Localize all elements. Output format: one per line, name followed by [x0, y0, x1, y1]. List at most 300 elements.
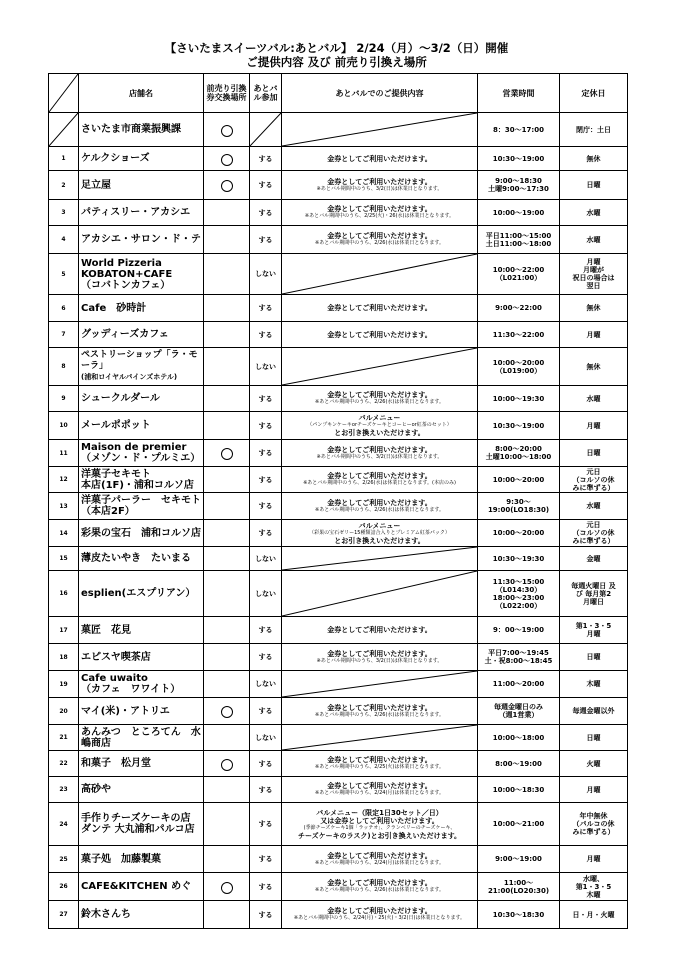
shop-table	[48, 73, 628, 929]
closed-day	[560, 412, 628, 440]
opening-hours	[478, 617, 560, 644]
table-row	[49, 412, 628, 440]
offer-line: ※あとバル期間中のうち、2/26(水)は休業日となります。	[315, 240, 444, 246]
opening-hours	[478, 467, 560, 493]
hours-line: 10:00～19:30	[492, 394, 545, 403]
shop-name-line: 本店(1F)・浦和コルソ店	[81, 479, 194, 491]
hours-line: 9:30～	[506, 498, 531, 506]
offer-line: ※あとバル期間中のうち、2/26(水)は休業日となります。(本店のみ)	[303, 480, 456, 486]
offer-line: ※あとバル期間中のうち、2/25(火)は休業日となります。	[315, 764, 444, 770]
opening-hours	[478, 547, 560, 571]
row-number: 26	[49, 873, 79, 901]
header-hours: 営業時間	[478, 74, 560, 113]
voucher-cell	[204, 751, 250, 777]
opening-hours	[478, 386, 560, 412]
hours-line: 10:00～19:00	[492, 208, 545, 217]
hours-line: 土日11:00～18:00	[485, 239, 552, 248]
offer-content	[282, 901, 478, 929]
offer-line: ※あとバル期間中のうち、2/26(水)は休業日となります。	[315, 887, 444, 893]
shop-name-line: Cafe uwaito	[81, 673, 148, 684]
closed-day	[560, 322, 628, 348]
shop-name	[79, 412, 204, 440]
join-status: しない	[250, 348, 282, 386]
header-join: あとバル参加	[250, 74, 282, 113]
shop-name-line: 洋菓子セキモト	[81, 468, 151, 480]
diagonal-line	[282, 725, 477, 750]
shop-name-line: ダンテ 大丸浦和パルコ店	[81, 824, 195, 835]
shop-name	[79, 901, 204, 929]
header-voucher: 前売り引換券交換場所	[204, 74, 250, 113]
offer-line: 金券としてご利用いただけます。	[327, 649, 432, 658]
voucher-cell	[204, 617, 250, 644]
voucher-cell	[204, 200, 250, 226]
row-number: 19	[49, 671, 79, 698]
offer-line: 金券としてご利用いただけます。	[327, 445, 432, 454]
closed-day	[560, 644, 628, 671]
diagonal-line	[282, 547, 477, 570]
row-number: 3	[49, 200, 79, 226]
hours-line: 11:00～20:00	[492, 680, 545, 688]
holiday-line: 日曜	[586, 449, 601, 457]
closed-day	[560, 254, 628, 295]
row-number: 15	[49, 547, 79, 571]
voucher-cell	[204, 725, 250, 751]
shop-name-line: 彩果の宝石 浦和コルソ店	[81, 527, 201, 539]
table-row	[49, 113, 628, 147]
offer-content	[282, 493, 478, 520]
shop-name	[79, 440, 204, 467]
shop-name	[79, 698, 204, 725]
table-row	[49, 617, 628, 644]
opening-hours	[478, 901, 560, 929]
join-status: する	[250, 698, 282, 725]
circle-mark	[221, 154, 233, 166]
offer-content	[282, 644, 478, 671]
shop-name	[79, 171, 204, 200]
diagonal-line	[250, 113, 281, 146]
hours-line: 8:00～19:00	[495, 759, 542, 768]
offer-line: ※あとバル期間中のうち、3/2(日)は休業日となります。	[316, 453, 443, 460]
offer-content	[282, 200, 478, 226]
shop-name-line: 手作りチーズケーキの店	[81, 813, 191, 824]
closed-day	[560, 725, 628, 751]
closed-day	[560, 467, 628, 493]
closed-day	[560, 751, 628, 777]
row-number	[49, 113, 79, 147]
join-status: する	[250, 901, 282, 929]
opening-hours	[478, 846, 560, 873]
offer-line: 又は金券としてご利用いただけます。	[320, 816, 439, 825]
join-status: する	[250, 295, 282, 322]
holiday-line: みに準ずる）	[572, 537, 615, 545]
shop-name-line: World Pizzeria	[81, 257, 162, 269]
shop-name	[79, 873, 204, 901]
circle-mark	[221, 125, 233, 137]
row-number: 2	[49, 171, 79, 200]
shop-name-line: 鈴木さんち	[81, 909, 131, 920]
hours-line: 11:30～15:00	[492, 577, 545, 586]
holiday-line: 月曜	[586, 630, 601, 638]
hours-line: 毎週金曜日のみ	[494, 703, 543, 711]
holiday-line: 無休	[586, 362, 601, 371]
offer-content	[282, 846, 478, 873]
table-row	[49, 725, 628, 751]
shop-name-line: CAFE&KITCHEN めぐ	[81, 881, 192, 892]
hours-line: 18:00～23:00	[492, 593, 545, 602]
holiday-line: 木曜	[586, 890, 601, 899]
holiday-line: 水曜	[586, 235, 601, 244]
opening-hours	[478, 171, 560, 200]
shop-name	[79, 113, 204, 147]
offer-line: 金券としてご利用いただけます。	[327, 154, 432, 163]
row-number: 9	[49, 386, 79, 412]
row-number: 25	[49, 846, 79, 873]
join-status: しない	[250, 671, 282, 698]
hours-line: （L014:30）	[495, 585, 542, 594]
table-row	[49, 254, 628, 295]
diagonal-line	[49, 113, 78, 146]
diagonal-line	[49, 74, 78, 112]
offer-content	[282, 113, 478, 147]
offer-content	[282, 671, 478, 698]
holiday-line: （パルコの休	[572, 820, 615, 828]
offer-line: 金券としてご利用いただけます。	[327, 498, 432, 507]
circle-mark	[221, 759, 233, 771]
holiday-line: 月曜	[586, 785, 601, 794]
closed-day	[560, 348, 628, 386]
opening-hours	[478, 873, 560, 901]
holiday-line: 月曜	[586, 421, 601, 430]
voucher-cell	[204, 671, 250, 698]
shop-name-line: （コバトンカフェ）	[81, 279, 171, 291]
row-number: 23	[49, 777, 79, 803]
voucher-cell	[204, 226, 250, 254]
hours-line: 10:00～18:00	[492, 733, 545, 742]
voucher-cell	[204, 412, 250, 440]
holiday-line: 金曜	[586, 554, 601, 563]
shop-name-line: 高砂や	[81, 784, 111, 795]
document-title: 【さいたまスイーツバル:あとバル】 2/24（月）～3/2（日）開催	[164, 41, 509, 55]
offer-line: 金券としてご利用いただけます。	[327, 907, 432, 915]
header-content: あとバルでのご提供内容	[282, 74, 478, 113]
closed-day	[560, 440, 628, 467]
hours-line: 10:30～18:30	[492, 910, 545, 919]
opening-hours	[478, 322, 560, 348]
offer-line: ※あとバル期間中のうち、3/2(日)は休業日となります。	[316, 657, 443, 664]
shop-name	[79, 322, 204, 348]
join-status: する	[250, 777, 282, 803]
offer-line: 金券としてご利用いただけます。	[327, 851, 432, 860]
shop-name-line: さいたま市商業振興課	[81, 124, 181, 135]
shop-name-line: 薄皮たいやき たいまる	[81, 553, 191, 564]
voucher-cell	[204, 520, 250, 547]
opening-hours	[478, 803, 560, 846]
table-row	[49, 171, 628, 200]
shop-name-line: 菓子処 加藤製菓	[81, 853, 161, 865]
holiday-line: 火曜	[586, 759, 601, 768]
join-status: する	[250, 617, 282, 644]
shop-name-line: グッディーズカフェ	[81, 329, 169, 340]
hours-line: 土曜9:00～17:30	[488, 185, 549, 193]
join-status: する	[250, 873, 282, 901]
holiday-line: 第1・3・5	[575, 882, 612, 891]
holiday-line: みに準ずる）	[572, 483, 615, 492]
closed-day	[560, 571, 628, 617]
row-number: 10	[49, 412, 79, 440]
voucher-cell	[204, 644, 250, 671]
voucher-cell	[204, 873, 250, 901]
closed-day	[560, 295, 628, 322]
row-number: 6	[49, 295, 79, 322]
table-row	[49, 295, 628, 322]
shop-name	[79, 348, 204, 386]
shop-name-line: 洋菓子パーラー セキモト	[81, 495, 201, 506]
row-number: 22	[49, 751, 79, 777]
hours-line: 10:30～19:30	[492, 554, 545, 563]
shop-name-line: KOBATON+CAFE	[81, 268, 173, 280]
opening-hours	[478, 698, 560, 725]
shop-name	[79, 254, 204, 295]
row-number: 16	[49, 571, 79, 617]
shop-name	[79, 467, 204, 493]
holiday-line: び 毎月第2	[575, 589, 612, 598]
diagonal-line	[282, 571, 477, 616]
shop-name	[79, 520, 204, 547]
closed-day	[560, 200, 628, 226]
hours-line: 10:00～20:00	[492, 358, 545, 367]
offer-line: チーズケーキのラスク)とお引き換えいただけます。	[297, 831, 462, 840]
voucher-cell	[204, 171, 250, 200]
shop-name-line: （メゾン・ド・プルミエ）	[81, 453, 201, 464]
offer-line: 金券としてご利用いただけます。	[327, 391, 432, 399]
row-number: 17	[49, 617, 79, 644]
offer-content	[282, 520, 478, 547]
voucher-cell	[204, 803, 250, 846]
offer-line: ※あとバル期間中のうち、2/26(水)は休業日となります。	[315, 711, 444, 718]
hours-line: 8：30～17:00	[493, 125, 544, 134]
offer-line: 金券としてご利用いただけます。	[327, 472, 432, 480]
join-status: しない	[250, 547, 282, 571]
join-status: する	[250, 412, 282, 440]
join-status: する	[250, 386, 282, 412]
opening-hours	[478, 671, 560, 698]
row-number: 11	[49, 440, 79, 467]
hours-line: 10:30～19:00	[492, 154, 545, 163]
opening-hours	[478, 113, 560, 147]
hours-line: 10:00～22:00	[492, 266, 545, 274]
shop-name-line: 菓匠 花見	[81, 624, 131, 636]
opening-hours	[478, 295, 560, 322]
closed-day	[560, 617, 628, 644]
hours-line: 10:30～19:00	[492, 421, 545, 430]
offer-content	[282, 171, 478, 200]
shop-name-line: ケルクショーズ	[81, 153, 150, 164]
opening-hours	[478, 644, 560, 671]
shop-name	[79, 751, 204, 777]
hours-line: 平日11:00～15:00	[485, 231, 552, 240]
closed-day	[560, 386, 628, 412]
table-row	[49, 901, 628, 929]
table-row	[49, 348, 628, 386]
closed-day	[560, 873, 628, 901]
hours-line: 10:00～20:00	[492, 475, 545, 484]
offer-line: とお引き換えいただけます。	[334, 536, 425, 545]
hours-line: 9:00～22:00	[495, 304, 542, 312]
hours-line: 19:00(LO18:30)	[487, 506, 550, 514]
offer-content	[282, 254, 478, 295]
hours-line: 8:00～20:00	[495, 445, 542, 453]
shop-name-line: アカシエ・サロン・ド・テ	[81, 234, 201, 245]
holiday-line: 無休	[586, 304, 601, 312]
holiday-line: 毎週火曜日 及	[571, 581, 616, 590]
join-status: する	[250, 322, 282, 348]
hours-line: 9：00～19:00	[493, 626, 544, 634]
offer-content	[282, 571, 478, 617]
opening-hours	[478, 348, 560, 386]
offer-line: バルメニュー	[358, 521, 401, 530]
offer-content	[282, 386, 478, 412]
row-number: 18	[49, 644, 79, 671]
hours-line: 10:00～20:00	[492, 529, 545, 537]
holiday-line: 水曜、	[583, 874, 604, 883]
hours-line: （L021:00）	[495, 274, 542, 282]
hours-line: （L019:00）	[495, 366, 542, 375]
holiday-line: 月曜が	[583, 266, 604, 274]
holiday-line: 水曜	[586, 208, 601, 217]
offer-line: 金券としてご利用いただけます。	[327, 304, 432, 312]
holiday-line: 元日	[586, 467, 601, 476]
join-status: しない	[250, 571, 282, 617]
shop-name-line: esplien(エスプリアン）	[81, 588, 196, 599]
shop-name-line: （カフェ ワワイト）	[81, 684, 181, 695]
offer-content	[282, 617, 478, 644]
header-diagonal	[49, 74, 79, 113]
voucher-cell	[204, 254, 250, 295]
shop-name-line: あんみつ ところてん 水嶋商店	[81, 726, 201, 749]
holiday-line: 月曜	[586, 855, 601, 863]
opening-hours	[478, 751, 560, 777]
closed-day	[560, 671, 628, 698]
offer-content	[282, 295, 478, 322]
shop-name	[79, 295, 204, 322]
holiday-line: 日・月・火曜	[572, 910, 615, 919]
opening-hours	[478, 571, 560, 617]
holiday-line: 翌日	[586, 282, 601, 290]
shop-name-line: ペストリーショップ「ラ・モーラ」	[81, 350, 198, 371]
table-row	[49, 671, 628, 698]
offer-content	[282, 725, 478, 751]
shop-name	[79, 846, 204, 873]
header-holiday: 定休日	[560, 74, 628, 113]
shop-name	[79, 803, 204, 846]
offer-content	[282, 777, 478, 803]
shop-name-line: シュークルダール	[81, 393, 160, 404]
hours-line: （週1営業）	[498, 711, 539, 719]
voucher-cell	[204, 348, 250, 386]
row-number: 12	[49, 467, 79, 493]
holiday-line: （コルソの休	[572, 475, 615, 484]
holiday-line: 月曜	[586, 330, 601, 339]
diagonal-line	[282, 254, 477, 294]
holiday-line: みに準ずる）	[572, 828, 615, 836]
table-row	[49, 147, 628, 171]
holiday-line: 月曜日	[583, 597, 604, 606]
opening-hours	[478, 440, 560, 467]
join-status: する	[250, 467, 282, 493]
offer-line: 金券としてご利用いただけます。	[327, 330, 432, 339]
voucher-cell	[204, 901, 250, 929]
closed-day	[560, 846, 628, 873]
table-row	[49, 644, 628, 671]
closed-day	[560, 113, 628, 147]
shop-name-line: Cafe 砂時計	[81, 302, 147, 314]
closed-day	[560, 171, 628, 200]
offer-content	[282, 412, 478, 440]
holiday-line: 日曜	[586, 733, 601, 742]
opening-hours	[478, 493, 560, 520]
join-status: する	[250, 803, 282, 846]
offer-line: ※あとバル期間中のうち、2/24(月)は休業日となります。	[315, 859, 444, 866]
shop-name-line: 足立屋	[81, 179, 111, 191]
table-row	[49, 751, 628, 777]
offer-content	[282, 226, 478, 254]
table-row	[49, 226, 628, 254]
offer-content	[282, 440, 478, 467]
closed-day	[560, 777, 628, 803]
offer-content	[282, 873, 478, 901]
shop-name	[79, 571, 204, 617]
offer-line: ※あとバル期間中のうち、2/26(水)は休業日となります。	[315, 399, 444, 405]
opening-hours	[478, 520, 560, 547]
offer-line: 金券としてご利用いただけます。	[327, 879, 432, 887]
offer-line: とお引き換えいただけます。	[334, 429, 425, 437]
hours-line: 10:00～21:00	[492, 820, 545, 828]
holiday-line: 水曜	[586, 394, 601, 403]
table-body	[49, 113, 628, 929]
voucher-cell	[204, 113, 250, 147]
hours-line: 11:00～	[503, 878, 534, 887]
hours-line: 9:00～18:30	[495, 177, 542, 185]
offer-line: 金券としてご利用いただけます。	[327, 782, 432, 790]
row-number: 8	[49, 348, 79, 386]
row-number: 7	[49, 322, 79, 348]
row-number: 13	[49, 493, 79, 520]
closed-day	[560, 226, 628, 254]
join-status: する	[250, 147, 282, 171]
offer-line: 金券としてご利用いただけます。	[327, 756, 432, 764]
voucher-cell	[204, 467, 250, 493]
opening-hours	[478, 725, 560, 751]
offer-line: バルメニュー	[358, 414, 401, 422]
join-status: しない	[250, 725, 282, 751]
diagonal-line	[282, 113, 477, 146]
offer-line: （パンプキンケーキorチーズケーキとコーヒーor紅茶のセット）	[307, 422, 452, 428]
join-status: しない	[250, 254, 282, 295]
opening-hours	[478, 254, 560, 295]
header-name: 店舗名	[79, 74, 204, 113]
circle-mark	[221, 448, 233, 460]
voucher-cell	[204, 295, 250, 322]
diagonal-line	[282, 671, 477, 697]
shop-name	[79, 386, 204, 412]
table-row	[49, 846, 628, 873]
hours-line: 9:00～19:00	[495, 855, 542, 863]
table-row	[49, 698, 628, 725]
closed-day	[560, 520, 628, 547]
offer-line: ※あとバル期間中のうち、2/25(火)・26(水)は休業日となります。	[304, 213, 455, 219]
offer-content	[282, 147, 478, 171]
holiday-line: 日曜	[586, 653, 601, 661]
